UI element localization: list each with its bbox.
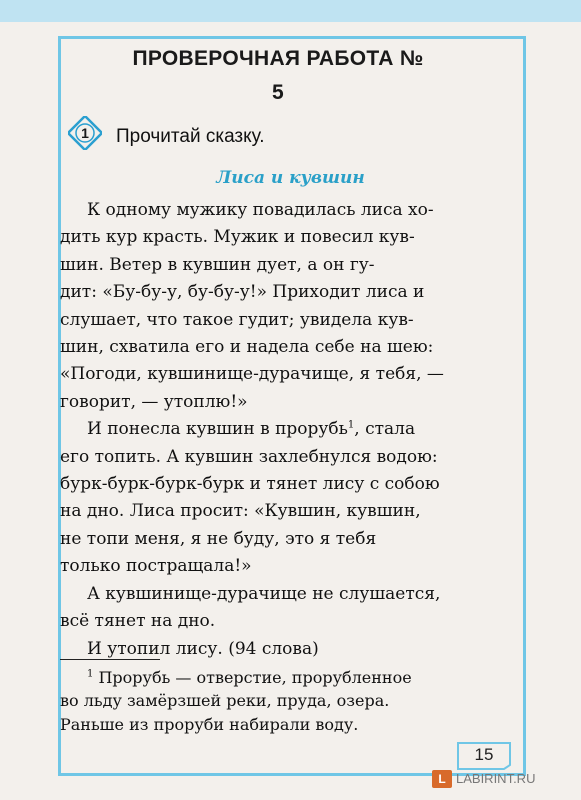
task-number: 1 <box>81 125 89 141</box>
footnote-text: Прорубь — отверстие, прорубленное <box>98 668 412 687</box>
top-color-strip <box>0 0 581 22</box>
story-line: А кувшинище-дурачище не слушается, <box>87 583 441 604</box>
story-title: Лиса и кувшин <box>216 168 365 188</box>
story-line-part: И понесла кувшин в прорубь <box>87 419 348 440</box>
story-line: К одному мужику повадилась лиса хо- <box>87 200 434 220</box>
story-line: слушает, что такое гудит; увидела кув- <box>60 309 414 330</box>
page-number: 15 <box>474 745 494 764</box>
page-number-badge <box>452 741 516 771</box>
footnote-divider <box>60 659 160 660</box>
footnote-number: 1 <box>87 668 94 680</box>
story-line <box>60 416 526 443</box>
story-line: не топи меня, я не буду, это я тебя <box>60 528 377 549</box>
story-line: всё тянет на дно. <box>60 611 216 632</box>
task-badge-icon <box>68 116 102 150</box>
task-instruction: Прочитай сказку. <box>116 126 265 147</box>
story-line: на дно. Лиса просит: «Кувшин, кувшин, <box>60 501 421 522</box>
story-line-part: , стала <box>354 419 416 440</box>
watermark <box>432 768 572 792</box>
story-line: дить кур красть. Мужик и повесил кув- <box>60 227 415 248</box>
footnote-line <box>60 666 526 689</box>
footnote-marker: 1 <box>347 419 355 431</box>
story-line: бурк-бурк-бурк-бурк и тянет лису с собою <box>60 474 440 495</box>
story-line: дит: «Бу-бу-у, бу-бу-у!» Приходит лиса и <box>60 282 425 303</box>
story-line: говорит, — утоплю!» <box>60 391 248 412</box>
watermark-text: LABIRINT.RU <box>456 771 536 786</box>
story-text <box>60 197 526 663</box>
story-line: только постращала!» <box>60 556 252 577</box>
page-title: ПРОВЕРОЧНАЯ РАБОТА № 5 <box>128 42 428 76</box>
story-line: «Погоди, кувшинище-дурачище, я тебя, — <box>60 364 444 385</box>
story-line: шин, схватила его и надела себе на шею: <box>60 337 434 358</box>
footnote-line: во льду замёрзшей реки, пруда, озера. <box>60 691 390 711</box>
footnote <box>60 666 526 736</box>
story-line: шин. Ветер в кувшин дует, а он гу- <box>60 254 375 275</box>
story-line: его топить. А кувшин захлебнулся водою: <box>60 446 438 467</box>
task-number-badge <box>68 116 102 150</box>
footnote-line: Раньше из проруби набирали воду. <box>60 714 359 734</box>
labirint-logo-icon: L <box>432 770 452 788</box>
story-line: И утопил лису. (94 слова) <box>87 638 319 659</box>
